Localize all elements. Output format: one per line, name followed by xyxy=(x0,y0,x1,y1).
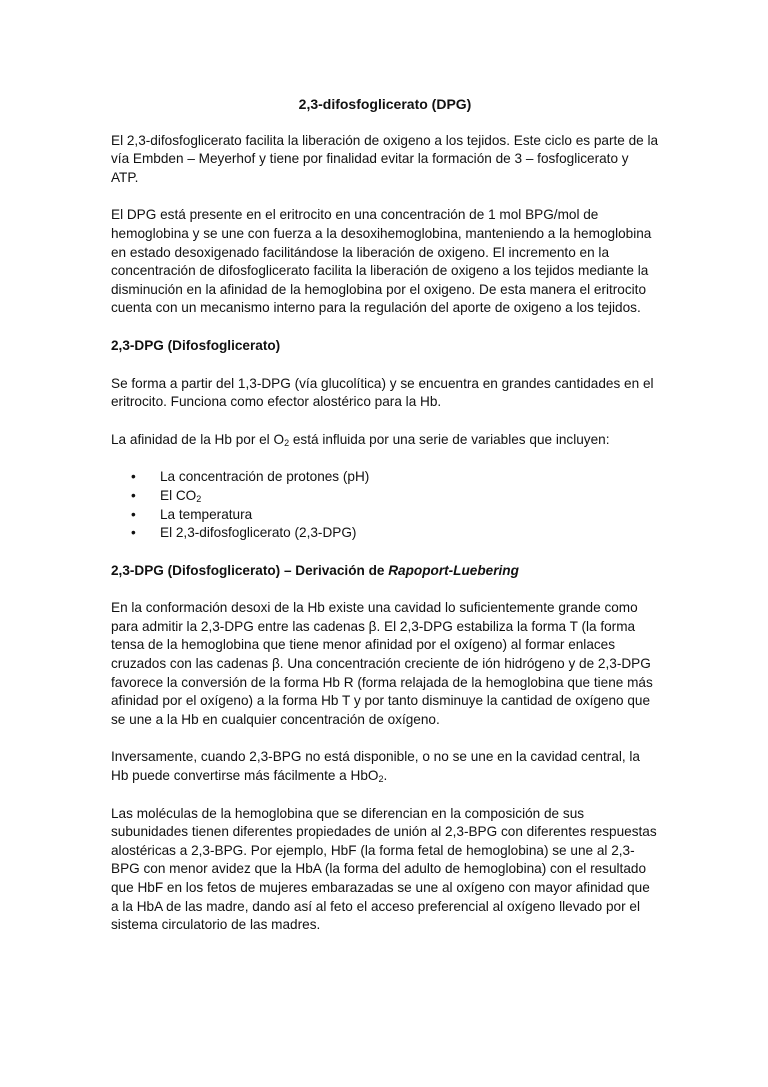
paragraph-intro: El 2,3-difosfoglicerato facilita la liberación de oxigeno a los tejidos. Este ciclo es parte de la vía Embden – Meyerhof y tiene por finalidad evitar la formación de 3 – fosfoglicerato y ATP. xyxy=(111,132,659,185)
paragraph-affinity xyxy=(111,431,659,450)
bullet-icon: • xyxy=(131,469,136,485)
paragraph-fetal-hemoglobin: Las moléculas de la hemoglobina que se diferencian en la composición de sus subunidades tienen diferentes propiedades de unión al 2,3-BPG con diferentes respuestas alostéricas a 2,3-BPG. Por ejemplo, HbF (la forma fetal de hemoglobina) se une al 2,3-BPG con menor avidez que la HbA (la forma del adulto de hemoglobina) con el resultado que HbF en los fetos de mujeres embarazadas se une al oxígeno con mayor afinidad que a la HbA de las madre, dando así al feto el acceso preferencial al oxígeno llevado por el sistema circulatorio de las madres. xyxy=(111,805,657,933)
variables-list xyxy=(111,468,659,542)
section-heading-rapoport xyxy=(111,562,659,581)
hbo2-subscript: 2 xyxy=(378,774,384,785)
list-item xyxy=(111,487,659,506)
affinity-text-start: La afinidad de la Hb por el O xyxy=(111,431,285,447)
conversely-text-start: Inversamente, cuando 2,3-BPG no está disponible, o no se une en la cavidad central, la Hb puede convertirse más fácilmente a HbO xyxy=(111,749,640,784)
o2-subscript: 2 xyxy=(284,437,290,448)
bullet-icon: • xyxy=(131,487,136,503)
list-item-text: La concentración de protones (pH) xyxy=(160,469,370,485)
document-title: 2,3-difosfoglicerato (DPG) xyxy=(298,96,472,112)
paragraph-dpg-concentration: El DPG está presente en el eritrocito en una concentración de 1 mol BPG/mol de hemoglobina y se une con fuerza a la desoxihemoglobina, manteniendo a la hemoglobina en estado desoxigenado facilitándose la liberación de oxigeno. El incremento en la concentración de difosfoglicerato facilita la liberación de oxigeno a los tejidos mediante la disminución en la afinidad de la hemoglobina por el oxigeno. De esta manera el eritrocito cuenta con un mecanismo interno para la regulación del aporte de oxigeno a los tejidos. xyxy=(111,207,652,316)
conversely-text-end: . xyxy=(383,768,388,784)
document-body xyxy=(111,95,659,954)
list-item-text: La temperatura xyxy=(160,506,253,522)
list-item xyxy=(111,468,659,487)
list-item-text: El CO xyxy=(160,487,197,503)
paragraph-conversely xyxy=(111,748,659,785)
paragraph-formation: Se forma a partir del 1,3-DPG (vía glucolítica) y se encuentra en grandes cantidades en el eritrocito. Funciona como efector alostérico para la Hb. xyxy=(111,375,654,410)
list-item xyxy=(111,506,659,525)
bullet-icon: • xyxy=(131,506,136,522)
heading-italic-text: Rapoport-Luebering xyxy=(388,562,519,578)
list-item-text: El 2,3-difosfoglicerato (2,3-DPG) xyxy=(160,525,357,541)
bullet-icon: • xyxy=(131,525,136,541)
heading-main-text: 2,3-DPG (Difosfoglicerato) – Derivación de xyxy=(111,562,389,578)
co2-subscript: 2 xyxy=(196,493,202,504)
list-item xyxy=(111,524,659,543)
paragraph-deoxy-conformation: En la conformación desoxi de la Hb existe una cavidad lo suficientemente grande como para admitir la 2,3-DPG entre las cadenas β. El 2,3-DPG estabiliza la forma T (la forma tensa de la hemoglobina que tiene menor afinidad por el oxígeno) al formar enlaces cruzados con las cadenas β. Una concentración creciente de ión hidrógeno y de 2,3-DPG favorece la conversión de la forma Hb R (forma relajada de la hemoglobina que tiene más afinidad por el oxígeno) a la forma Hb T y por tanto disminuye la cantidad de oxígeno que se une a la Hb en cualquier concentración de oxígeno. xyxy=(111,600,653,727)
affinity-text-end: está influida por una serie de variables que incluyen: xyxy=(289,431,610,447)
section-heading-dpg: 2,3-DPG (Difosfoglicerato) xyxy=(111,337,281,353)
